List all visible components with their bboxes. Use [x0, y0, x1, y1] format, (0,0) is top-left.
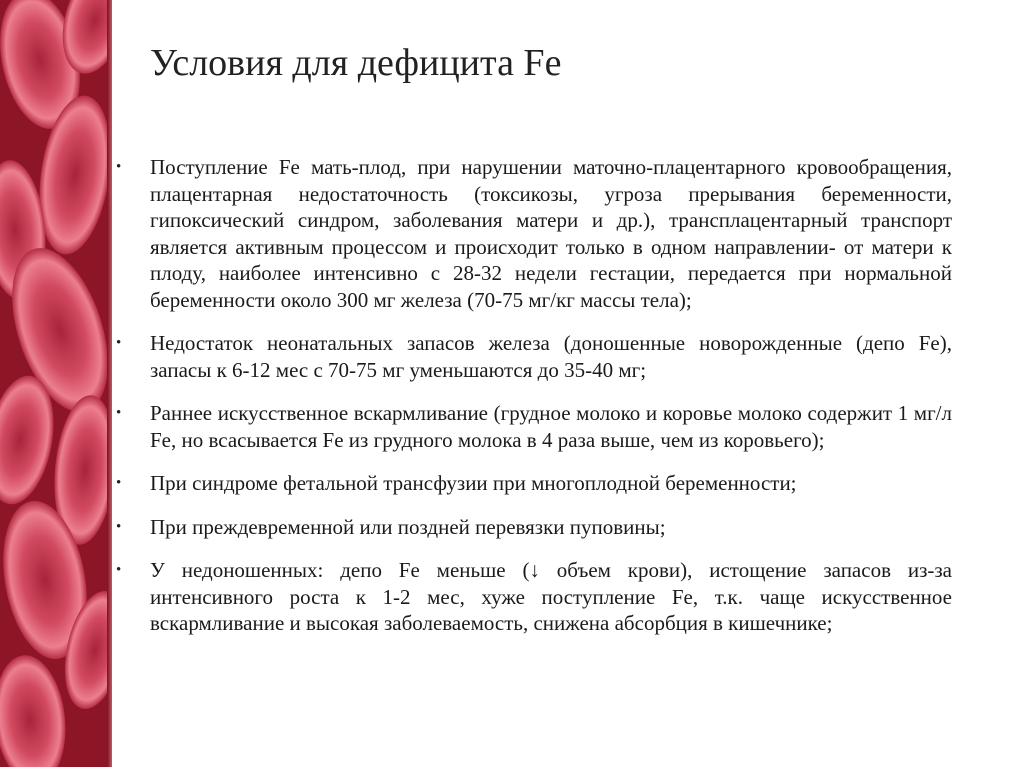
bullet-item [150, 514, 952, 541]
vertical-divider [107, 0, 112, 767]
bullet-text: • Раннее искусственное вскармливание (грудное молоко и коровье молоко содержит 1 мг/л Fe, но всасывается Fe из грудного молока в 4 раза выше, чем из коровьего); [150, 401, 952, 452]
slide-title: Условия для дефицита Fe [150, 42, 562, 84]
bullet-text: • При преждевременной или поздней перевязки пуповины; [150, 514, 666, 539]
red-blood-cells-image [0, 0, 107, 767]
bullet-text: • Поступление Fe мать-плод, при нарушении маточно-плацентарного кровообращения, плацентарная недостаточность (токсикозы, угроза прерывания беременности, гипоксический синдром, заболевания матери и др.), трансплацентарный транспорт является активным процессом и происходит только в одном направлении- от матери к плоду, наиболее интенсивно с 28-32 недели гестации, передается при нормальной беременности около 300 мг железа (70-75 мг/кг массы тела); [150, 155, 952, 312]
bullet-text: • При синдроме фетальной трансфузии при многоплодной беременности; [150, 471, 797, 495]
bullet-item [150, 557, 952, 637]
bullet-list [150, 154, 952, 654]
bullet-item [150, 154, 952, 313]
bullet-item [150, 470, 952, 497]
bullet-text: • У недоношенных: депо Fe меньше (↓ объем крови), истощение запасов из-за интенсивного роста к 1-2 мес, хуже поступление Fe, т.к. чаще искусственное вскармливание и высокая заболеваемость, снижена абсорбция в кишечнике; [150, 558, 952, 635]
bullet-item [150, 400, 952, 453]
bullet-text: • Недостаток неонатальных запасов железа (доношенные новорожденные (депо Fe), запасы к 6-12 мес с 70-75 мг уменьшаются до 35-40 мг; [150, 331, 952, 382]
bullet-item [150, 330, 952, 383]
